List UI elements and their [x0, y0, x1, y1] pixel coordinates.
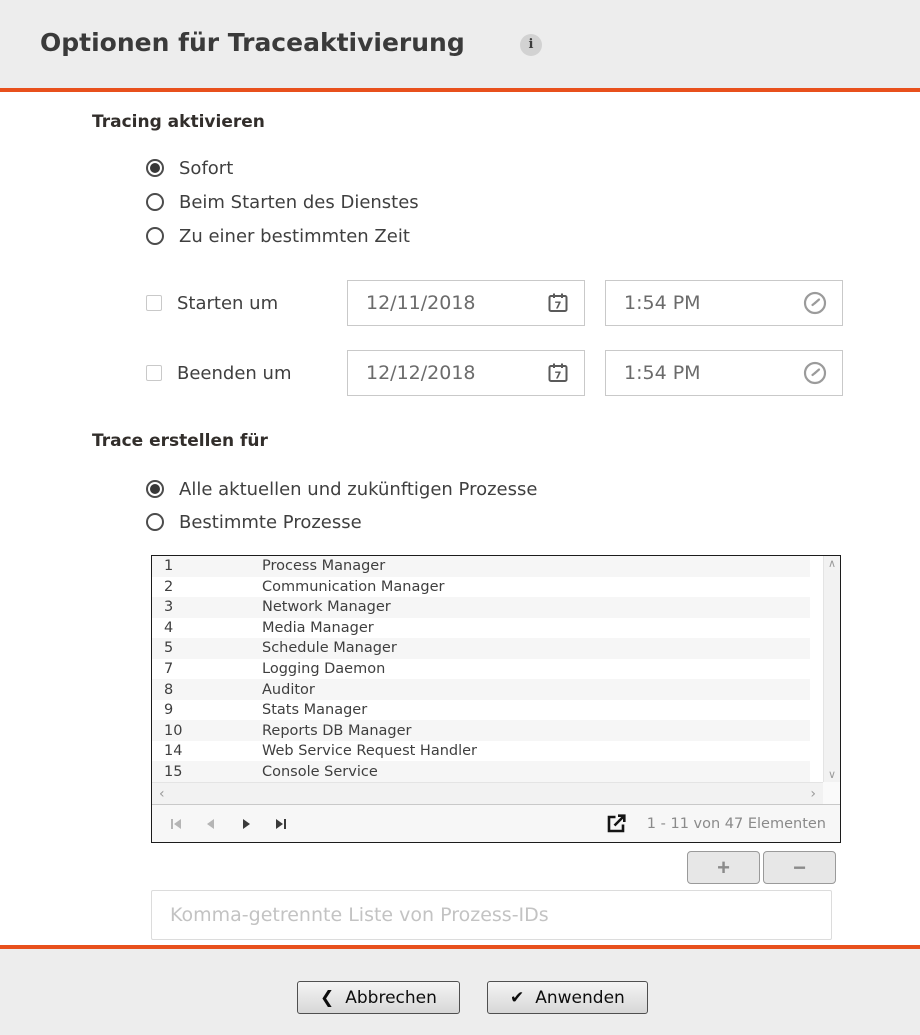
- process-id: 5: [164, 640, 174, 657]
- process-name: Reports DB Manager: [262, 722, 412, 739]
- process-id: 1: [164, 558, 174, 575]
- cancel-button-label: Abbrechen: [345, 987, 437, 1008]
- scroll-down-icon[interactable]: ∨: [827, 768, 837, 781]
- start-at-label: Starten um: [177, 292, 279, 314]
- table-row[interactable]: [152, 720, 810, 741]
- end-date-value[interactable]: 12/12/2018: [366, 362, 476, 384]
- calendar-icon[interactable]: [546, 291, 570, 315]
- process-name: Auditor: [262, 681, 315, 698]
- start-time-picker[interactable]: [605, 280, 843, 326]
- info-icon[interactable]: i: [520, 34, 542, 56]
- radio-icon[interactable]: [146, 227, 164, 245]
- vertical-scrollbar[interactable]: [823, 556, 840, 782]
- previous-page-button[interactable]: [200, 813, 222, 835]
- radio-label: Sofort: [179, 157, 234, 179]
- clock-icon[interactable]: [802, 290, 828, 316]
- checkmark-icon: ✔: [510, 987, 525, 1008]
- scrollbar-corner: [823, 782, 840, 804]
- add-remove-group: [687, 851, 836, 884]
- chevron-left-icon: ❮: [320, 987, 335, 1008]
- scroll-up-icon[interactable]: ∧: [827, 557, 837, 570]
- tracing-heading: Tracing aktivieren: [92, 112, 265, 132]
- table-row[interactable]: [152, 659, 810, 680]
- dialog-header: [0, 0, 920, 92]
- radio-label: Bestimmte Prozesse: [179, 511, 362, 533]
- end-time-picker[interactable]: [605, 350, 843, 396]
- scroll-left-icon[interactable]: ‹: [159, 785, 165, 802]
- process-name: Schedule Manager: [262, 640, 397, 657]
- trace-for-heading: Trace erstellen für: [92, 431, 268, 451]
- calendar-icon[interactable]: [546, 361, 570, 385]
- start-at-checkbox[interactable]: [146, 295, 162, 311]
- table-row[interactable]: [152, 700, 810, 721]
- process-id: 8: [164, 681, 174, 698]
- process-name: Communication Manager: [262, 578, 445, 595]
- radio-option-bestimmte-zeit[interactable]: [146, 225, 410, 247]
- radio-option-alle-prozesse[interactable]: [146, 478, 537, 500]
- cancel-button[interactable]: [297, 981, 460, 1014]
- end-at-row: [146, 350, 291, 396]
- table-row[interactable]: [152, 618, 810, 639]
- process-name: Media Manager: [262, 619, 374, 636]
- table-row[interactable]: [152, 556, 810, 577]
- table-row[interactable]: [152, 597, 810, 618]
- apply-button[interactable]: [487, 981, 648, 1014]
- end-time-value[interactable]: 1:54 PM: [624, 362, 701, 384]
- dialog-footer: [0, 945, 920, 1035]
- radio-icon[interactable]: [146, 480, 164, 498]
- start-time-value[interactable]: 1:54 PM: [624, 292, 701, 314]
- process-ids-input[interactable]: [151, 890, 832, 940]
- process-id: 9: [164, 702, 174, 719]
- last-page-button[interactable]: [270, 813, 292, 835]
- process-name: Web Service Request Handler: [262, 743, 478, 760]
- table-row[interactable]: [152, 638, 810, 659]
- process-name: Process Manager: [262, 558, 386, 575]
- radio-label: Alle aktuellen und zukünftigen Prozesse: [179, 478, 538, 500]
- radio-icon[interactable]: [146, 513, 164, 531]
- radio-option-bestimmte-prozesse[interactable]: [146, 511, 362, 533]
- process-table-rows: [152, 556, 823, 782]
- svg-text:7: 7: [554, 370, 562, 382]
- scroll-right-icon[interactable]: ›: [810, 785, 816, 802]
- process-id: 4: [164, 619, 174, 636]
- first-page-button[interactable]: [165, 813, 187, 835]
- table-pager: [152, 804, 840, 842]
- start-date-value[interactable]: 12/11/2018: [366, 292, 476, 314]
- process-id: 14: [164, 743, 183, 760]
- radio-icon[interactable]: [146, 159, 164, 177]
- end-at-checkbox[interactable]: [146, 365, 162, 381]
- table-row[interactable]: [152, 679, 810, 700]
- start-date-picker[interactable]: [347, 280, 585, 326]
- process-name: Console Service: [262, 763, 378, 780]
- process-id: 15: [164, 763, 183, 780]
- process-id: 7: [164, 661, 174, 677]
- radio-label: Beim Starten des Dienstes: [179, 191, 419, 213]
- end-date-picker[interactable]: [347, 350, 585, 396]
- process-table: [151, 555, 841, 843]
- process-name: Network Manager: [262, 599, 391, 616]
- apply-button-label: Anwenden: [535, 987, 625, 1008]
- horizontal-scrollbar[interactable]: [152, 782, 823, 804]
- clock-icon[interactable]: [802, 360, 828, 386]
- table-row[interactable]: [152, 577, 810, 598]
- process-name: Logging Daemon: [262, 661, 386, 677]
- process-id: 2: [164, 578, 174, 595]
- svg-text:7: 7: [554, 300, 562, 312]
- radio-option-sofort[interactable]: [146, 157, 233, 179]
- table-row[interactable]: [152, 761, 810, 782]
- add-process-button[interactable]: +: [687, 851, 760, 884]
- end-at-label: Beenden um: [177, 362, 292, 384]
- process-id: 10: [164, 722, 183, 739]
- remove-process-button[interactable]: −: [763, 851, 836, 884]
- radio-label: Zu einer bestimmten Zeit: [179, 225, 410, 247]
- radio-icon[interactable]: [146, 193, 164, 211]
- process-id: 3: [164, 599, 174, 616]
- start-at-row: [146, 280, 278, 326]
- page-title: Optionen für Traceaktivierung: [40, 28, 465, 57]
- radio-option-beim-starten[interactable]: [146, 191, 419, 213]
- open-in-new-window-icon[interactable]: [603, 811, 629, 837]
- next-page-button[interactable]: [235, 813, 257, 835]
- process-name: Stats Manager: [262, 702, 368, 719]
- pager-status: 1 - 11 von 47 Elementen: [646, 815, 826, 832]
- table-row[interactable]: [152, 741, 810, 762]
